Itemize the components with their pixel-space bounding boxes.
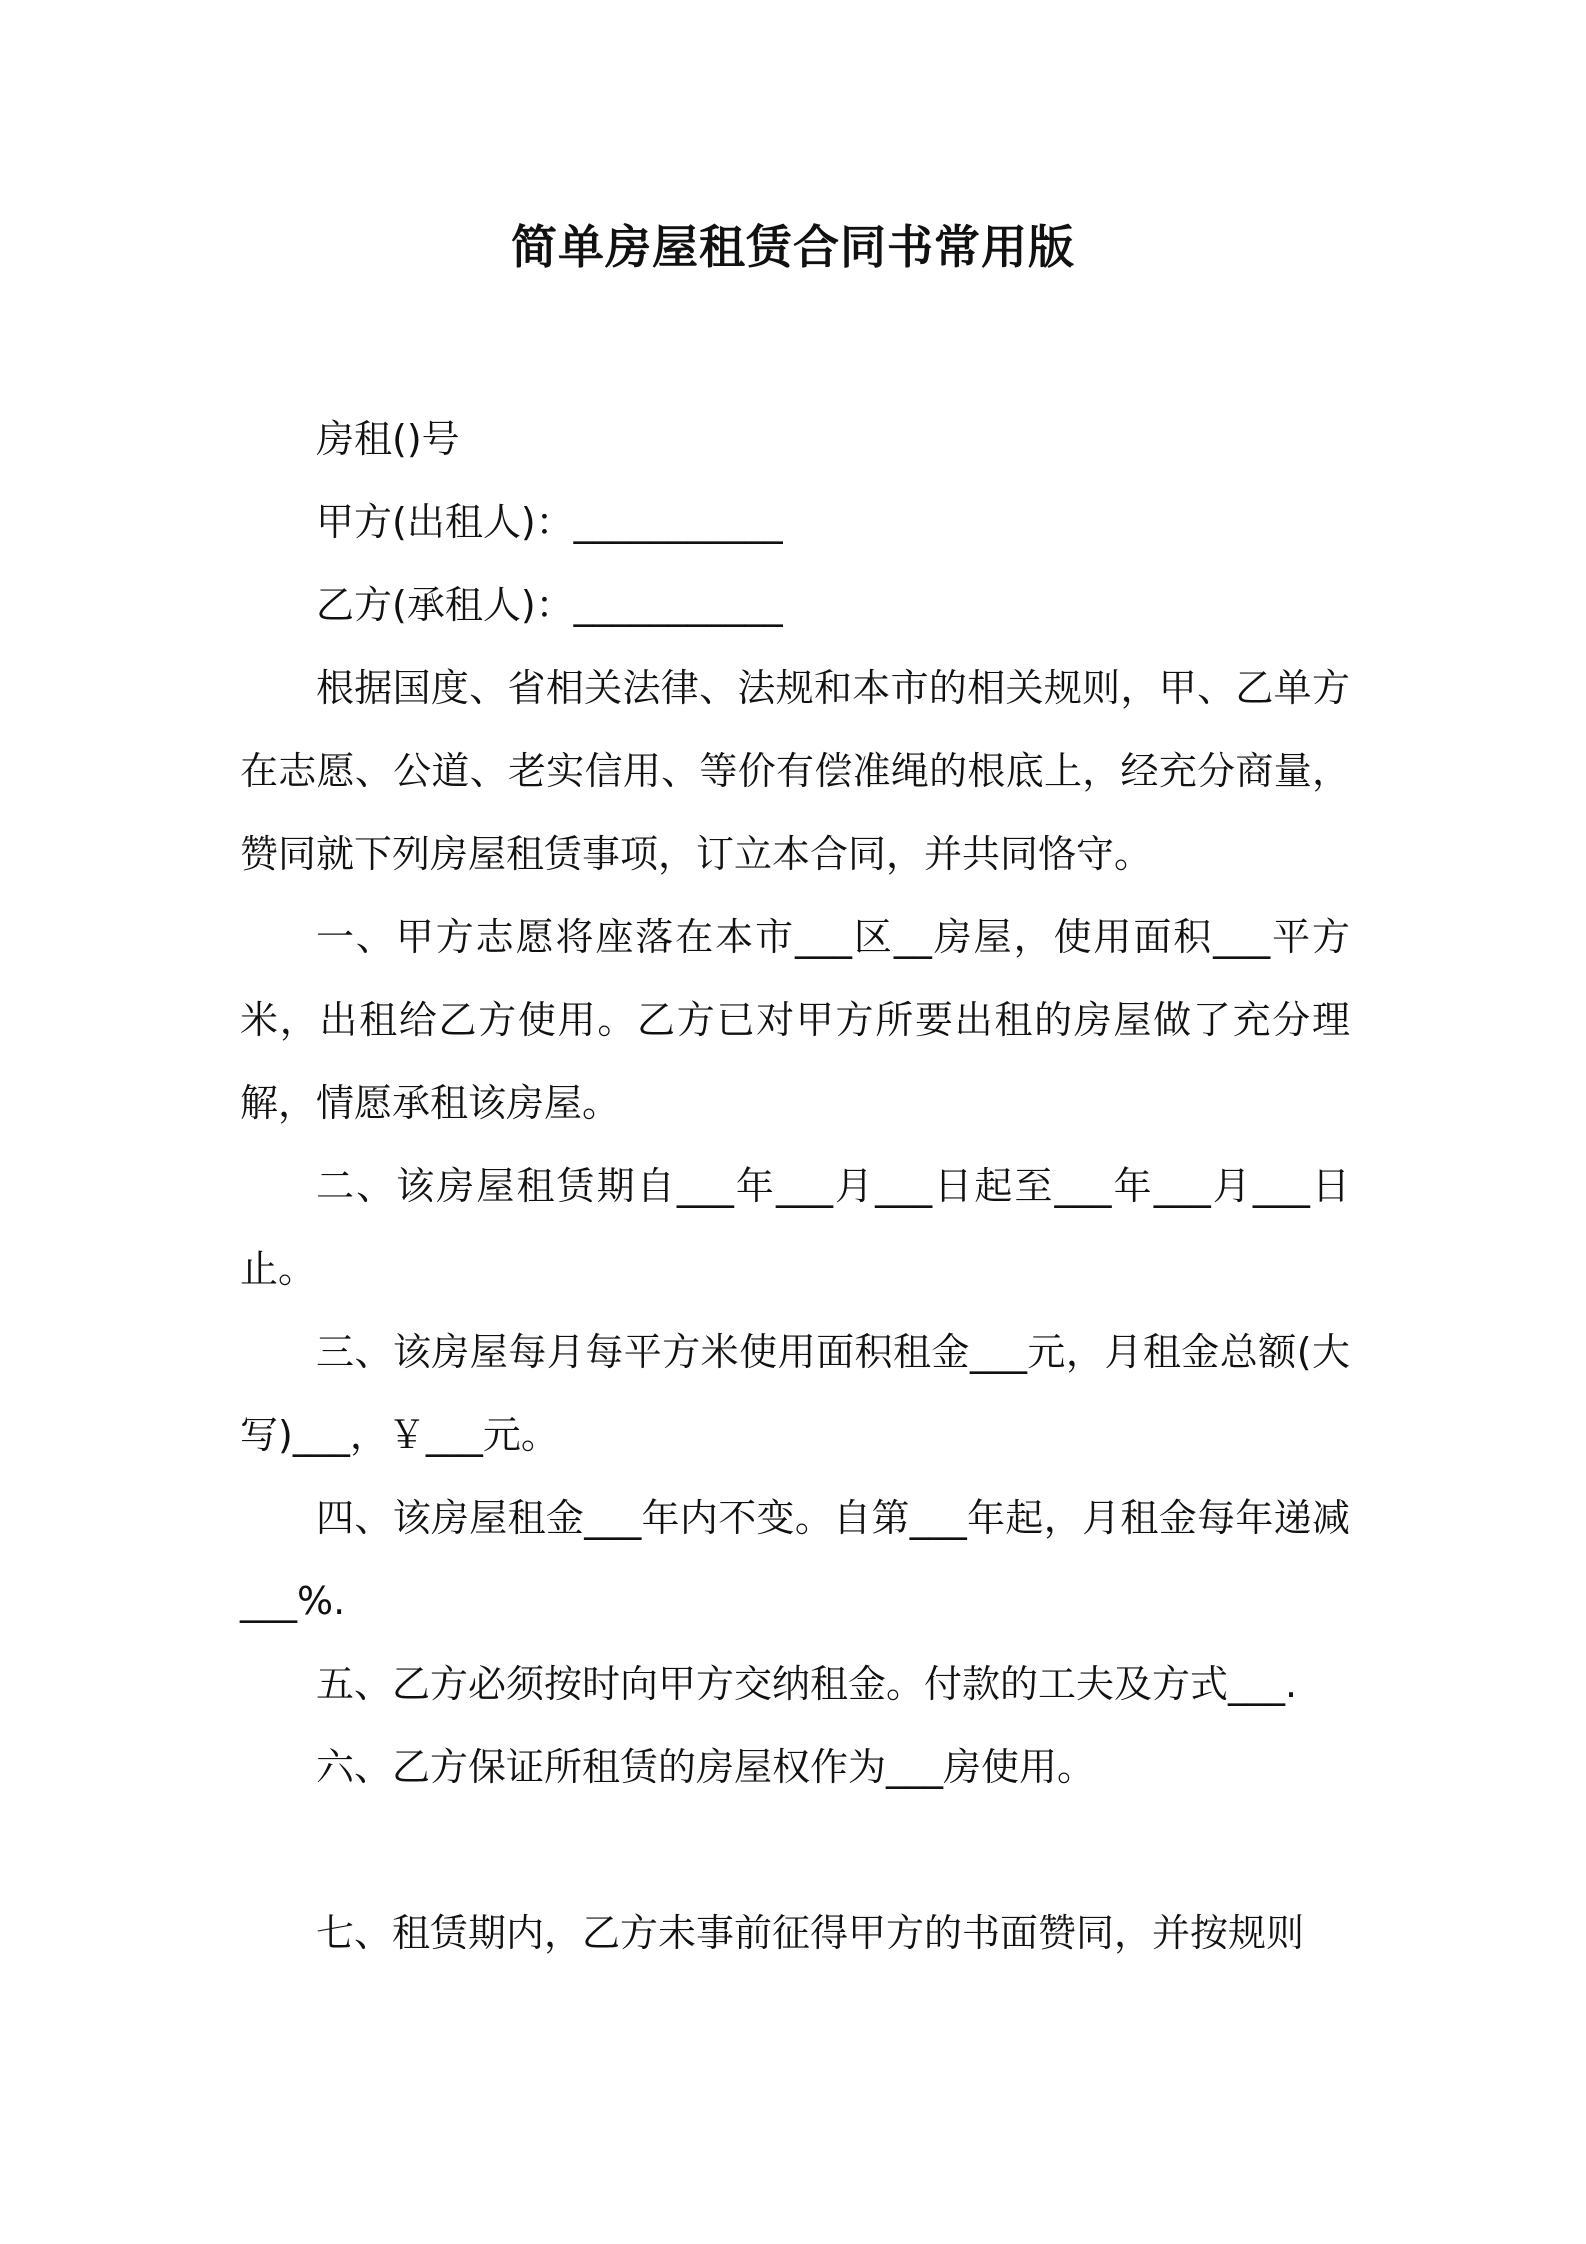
party-a-line: 甲方(出租人)：___________ [316, 500, 783, 544]
clause-7-paragraph: 七、租赁期内，乙方未事前征得甲方的书面赞同，并按规则 [316, 1911, 1305, 1955]
clause-6-paragraph: 六、乙方保证所租赁的房屋权作为___房使用。 [316, 1745, 1096, 1789]
party-b-line: 乙方(承租人)：___________ [316, 583, 783, 627]
contract-number-line: 房租()号 [316, 417, 460, 461]
clause-3-paragraph: 三、该房屋每月每平方米使用面积租金___元，月租金总额(大写)___，￥___元。 [240, 1330, 1350, 1457]
preamble-paragraph: 根据国度、省相关法律、法规和本市的相关规则，甲、乙单方在志愿、公道、老实信用、等价有偿准绳的根底上，经充分商量，赞同就下列房屋租赁事项，订立本合同，并共同恪守。 [240, 666, 1350, 876]
clause-4-paragraph: 四、该房屋租金___年内不变。自第___年起，月租金每年递减___%. [240, 1496, 1350, 1623]
document-body [240, 398, 1350, 1975]
clause-5-paragraph: 五、乙方必须按时向甲方交纳租金。付款的工夫及方式___. [316, 1662, 1298, 1706]
document-title: 简单房屋租赁合同书常用版 [511, 220, 1075, 274]
clause-2-paragraph: 二、该房屋租赁期自___年___月___日起至___年___月___日止。 [240, 1164, 1350, 1291]
clause-1-paragraph: 一、甲方志愿将座落在本市___区__房屋，使用面积___平方米，出租给乙方使用。乙方已对甲方所要出租的房屋做了充分理解，情愿承租该房屋。 [240, 915, 1350, 1125]
